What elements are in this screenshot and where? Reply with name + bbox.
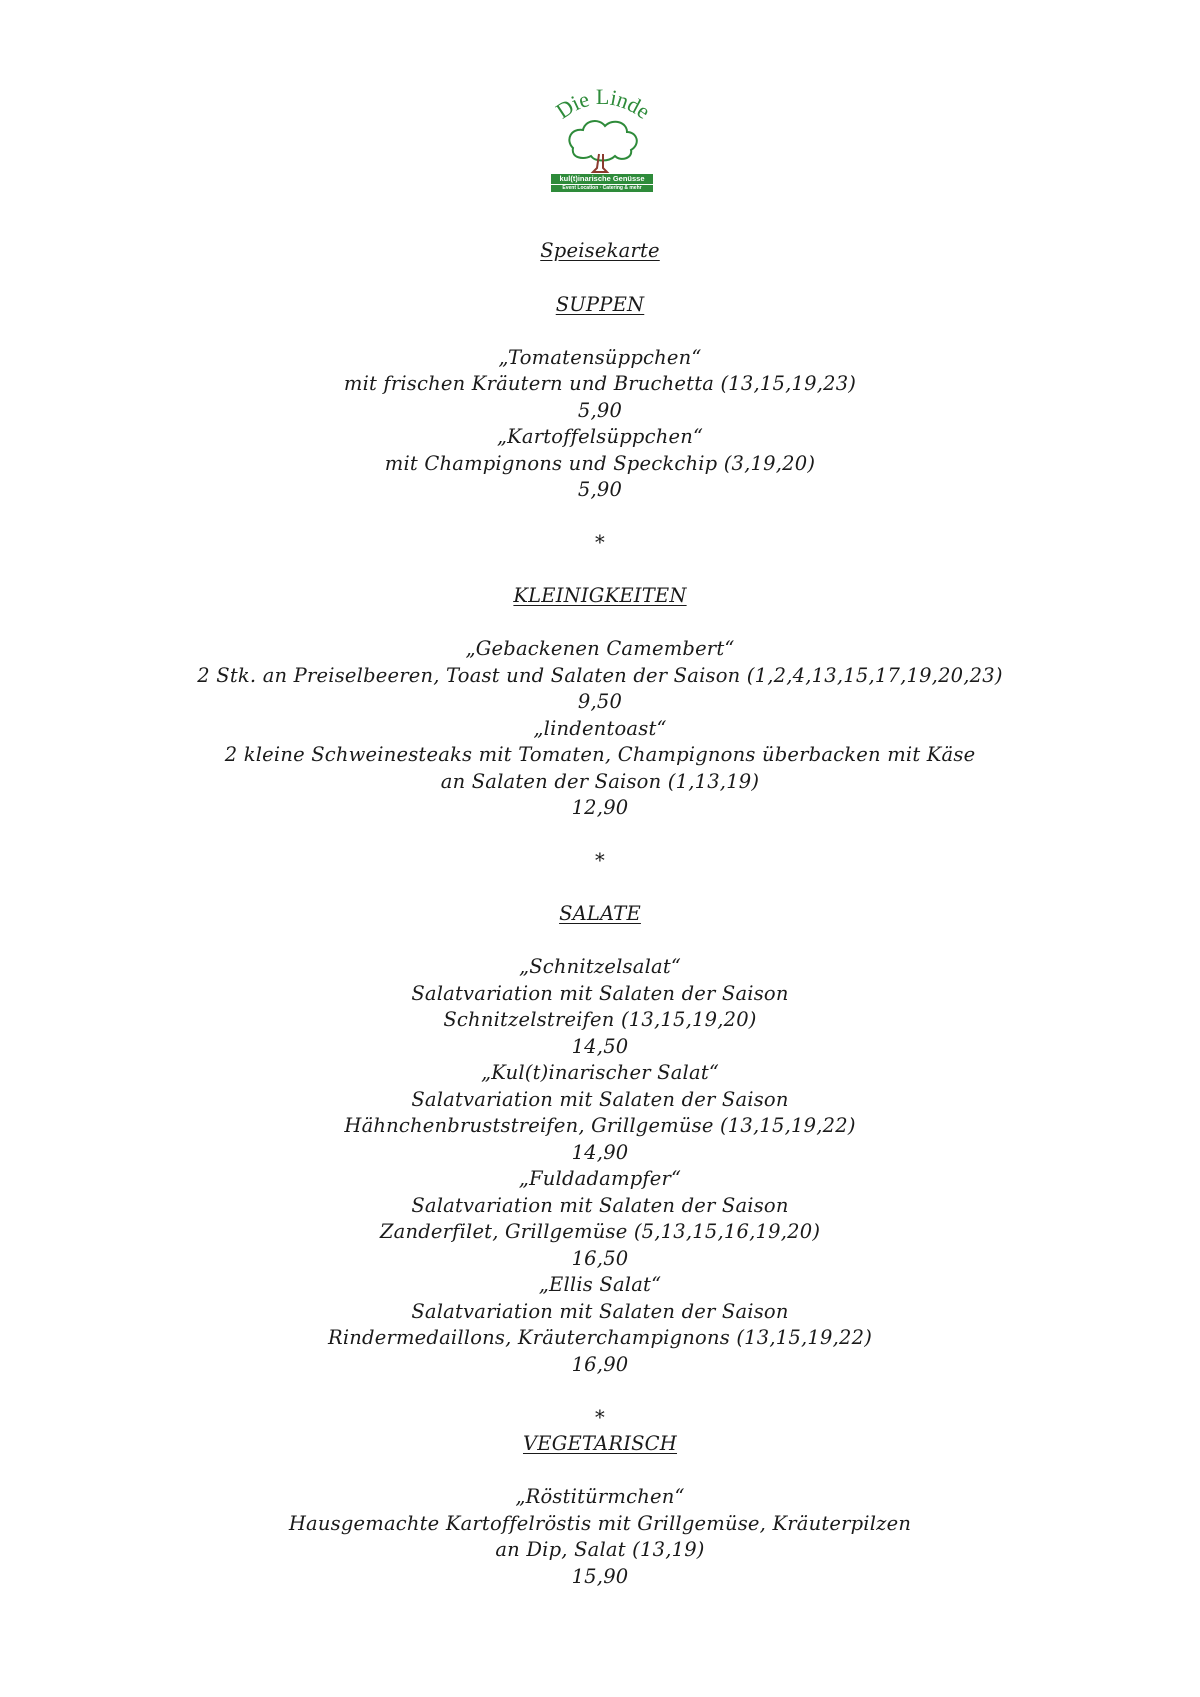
logo-tagline: kul(t)inarische Genüsse xyxy=(559,174,645,183)
dish-price: 16,50 xyxy=(571,1246,629,1270)
section-gap xyxy=(0,610,1200,637)
dish-name: „Tomatensüppchen“ xyxy=(498,345,702,369)
dish-description: 2 Stk. an Preiselbeeren, Toast und Salaten der Saison (1,2,4,13,15,17,19,20,23) xyxy=(197,663,1003,687)
section-heading: KLEINIGKEITEN xyxy=(513,584,687,607)
dish-description: Hausgemachte Kartoffelröstis mit Grillgemüse, Kräuterpilzen xyxy=(288,1511,912,1535)
dish-description: Hähnchenbruststreifen, Grillgemüse (13,15,19,22) xyxy=(344,1114,856,1137)
dish-name: „Fuldadampfer“ xyxy=(518,1167,682,1190)
dish-description: an Dip, Salat (13,19) xyxy=(495,1538,705,1561)
section-separator: * xyxy=(595,1405,605,1429)
logo-name-path: Die Linde xyxy=(551,88,655,124)
dish-description: Zanderfilet, Grillgemüse (5,13,15,16,19,20) xyxy=(379,1220,821,1243)
dish-description: Salatvariation mit Salaten der Saison xyxy=(411,1087,789,1111)
dish-description: Salatvariation mit Salaten der Saison xyxy=(411,1193,789,1217)
dish-description: Salatvariation mit Salaten der Saison xyxy=(411,1299,789,1323)
section-gap xyxy=(0,1458,1200,1485)
section-separator: * xyxy=(595,531,605,554)
page-title: Speisekarte xyxy=(540,239,660,262)
dish-price: 9,50 xyxy=(577,690,623,713)
dish-name: „Schnitzelsalat“ xyxy=(518,955,682,978)
dish-name: „Kul(t)inarischer Salat“ xyxy=(480,1061,720,1084)
dish-description: mit Champignons und Speckchip (3,19,20) xyxy=(384,451,816,475)
section-heading: VEGETARISCH xyxy=(522,1432,678,1455)
section-separator: * xyxy=(595,849,605,872)
dish-description: Rindermedaillons, Kräuterchampignons (13,15,19,22) xyxy=(327,1326,873,1349)
dish-name: „Röstitürmchen“ xyxy=(515,1485,685,1508)
dish-name: „lindentoast“ xyxy=(533,716,667,740)
dish-description: an Salaten der Saison (1,13,19) xyxy=(440,769,760,793)
section-heading: SUPPEN xyxy=(555,292,645,316)
dish-price: 16,90 xyxy=(571,1352,629,1376)
section-heading: SALATE xyxy=(559,902,641,925)
dish-price: 14,90 xyxy=(571,1140,629,1164)
dish-name: „Kartoffelsüppchen“ xyxy=(496,425,704,448)
dish-name: „Ellis Salat“ xyxy=(538,1273,662,1296)
dish-price: 12,90 xyxy=(571,796,629,819)
dish-price: 5,90 xyxy=(577,478,623,501)
dish-name: „Gebackenen Camembert“ xyxy=(465,637,735,660)
section-gap xyxy=(0,928,1200,955)
logo-subline: Event Location · Catering & mehr xyxy=(562,185,642,191)
section-gap xyxy=(0,318,1200,345)
logo xyxy=(543,88,661,198)
dish-price: 5,90 xyxy=(577,398,623,422)
dish-description: mit frischen Kräutern und Bruchetta (13,15,19,23) xyxy=(343,372,857,395)
dish-description: 2 kleine Schweinesteaks mit Tomaten, Champignons überbacken mit Käse xyxy=(224,743,976,766)
menu xyxy=(0,238,1200,1590)
dish-price: 15,90 xyxy=(571,1564,629,1588)
logo-name xyxy=(551,88,655,124)
dish-description: Schnitzelstreifen (13,15,19,20) xyxy=(443,1008,757,1031)
dish-description: Salatvariation mit Salaten der Saison xyxy=(411,981,789,1005)
dish-price: 14,50 xyxy=(571,1034,629,1058)
